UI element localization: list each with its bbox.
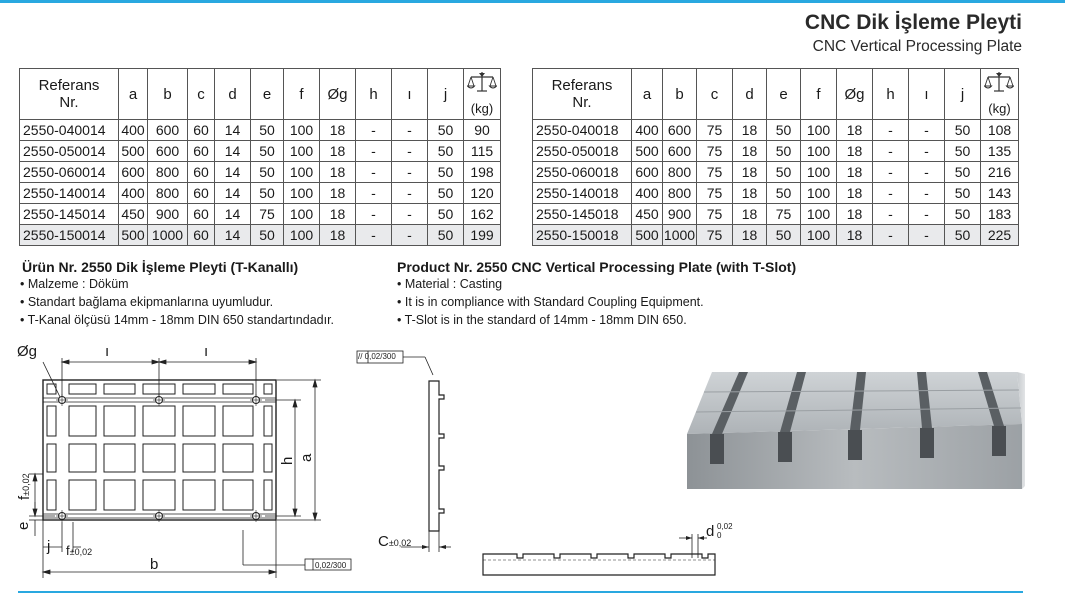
table-cell: 14 xyxy=(215,162,251,183)
label-g: Øg xyxy=(17,343,38,360)
plate-block xyxy=(69,406,96,436)
plate-block xyxy=(223,480,253,510)
table-cell: 50 xyxy=(767,120,801,141)
table-cell: - xyxy=(356,204,392,225)
table-cell: 100 xyxy=(284,183,320,204)
table-cell: 400 xyxy=(632,120,663,141)
table-cell: - xyxy=(356,162,392,183)
plate-block xyxy=(104,384,135,394)
table-cell: 75 xyxy=(697,183,733,204)
table-cell: 50 xyxy=(767,162,801,183)
table-cell: 225 xyxy=(981,225,1019,246)
header-f: f xyxy=(801,69,837,120)
header-j: j xyxy=(428,69,464,120)
table-row xyxy=(20,225,501,246)
table-cell: 18 xyxy=(733,183,767,204)
header-weight: (kg) xyxy=(464,69,501,120)
table-cell: 100 xyxy=(284,120,320,141)
description-heading-en: Product Nr. 2550 CNC Vertical Processing Plate (with T-Slot) xyxy=(397,259,797,275)
table-cell: 75 xyxy=(697,225,733,246)
header-reference: Referans Nr. xyxy=(20,69,119,120)
table-cell: 18 xyxy=(837,225,873,246)
table-cell: 14 xyxy=(215,120,251,141)
table-cell: 18 xyxy=(837,162,873,183)
table-cell: 18 xyxy=(733,120,767,141)
label-f-left: f±0,02 xyxy=(16,473,33,500)
table-cell: 400 xyxy=(119,183,148,204)
page-title: CNC Dik İşleme Pleyti xyxy=(804,11,1022,34)
table-row xyxy=(533,204,1019,225)
table-cell: 14 xyxy=(215,183,251,204)
header-i: ı xyxy=(909,69,945,120)
reference-cell: 2550-060014 xyxy=(20,162,119,183)
flatness-callout-side: // 0,02/300 xyxy=(358,352,396,361)
plate-block xyxy=(183,480,215,510)
table-cell: 18 xyxy=(320,141,356,162)
table-cell: 75 xyxy=(697,120,733,141)
header-j: j xyxy=(945,69,981,120)
header-d: d xyxy=(215,69,251,120)
table-cell: 100 xyxy=(801,204,837,225)
table-cell: - xyxy=(392,225,428,246)
reference-cell: 2550-040014 xyxy=(20,120,119,141)
top-accent-line xyxy=(0,0,1065,3)
table-cell: 50 xyxy=(767,141,801,162)
table-cell: - xyxy=(873,120,909,141)
plate-block xyxy=(223,444,253,472)
label-i-2: ı xyxy=(204,343,209,360)
table-header-row xyxy=(533,69,1019,120)
table-cell: 18 xyxy=(320,120,356,141)
scale-icon xyxy=(984,71,1014,101)
table-cell: 50 xyxy=(428,183,464,204)
table-cell: - xyxy=(909,183,945,204)
table-cell: - xyxy=(392,162,428,183)
table-cell: 183 xyxy=(981,204,1019,225)
plate-block xyxy=(183,384,215,394)
label-e: e xyxy=(15,521,32,530)
label-h: h xyxy=(279,456,296,465)
description-bullet-tr-3: • T-Kanal ölçüsü 14mm - 18mm DIN 650 standartındadır. xyxy=(20,313,335,327)
table-cell: 60 xyxy=(188,162,215,183)
table-cell: 216 xyxy=(981,162,1019,183)
table-cell: 600 xyxy=(663,141,697,162)
header-reference: Referans Nr. xyxy=(533,69,632,120)
header-i: ı xyxy=(392,69,428,120)
table-cell: - xyxy=(392,183,428,204)
flatness-callout-bottom: 0,02/300 xyxy=(315,561,347,570)
table-row xyxy=(20,183,501,204)
table-cell: - xyxy=(909,204,945,225)
section-view-drawing xyxy=(475,520,725,580)
table-cell: 100 xyxy=(284,204,320,225)
table-cell: 60 xyxy=(188,225,215,246)
label-i-1: ı xyxy=(105,343,110,360)
table-row xyxy=(20,204,501,225)
plate-block xyxy=(47,480,56,510)
table-cell: 108 xyxy=(981,120,1019,141)
table-cell: 100 xyxy=(801,120,837,141)
table-cell: 50 xyxy=(945,225,981,246)
table-cell: - xyxy=(356,183,392,204)
table-cell: 60 xyxy=(188,183,215,204)
plate-block xyxy=(104,444,135,472)
table-cell: 100 xyxy=(801,141,837,162)
label-c: C±0,02 xyxy=(378,533,412,550)
table-cell: 600 xyxy=(663,120,697,141)
table-cell: 50 xyxy=(251,183,284,204)
description-bullet-tr-2: • Standart bağlama ekipmanlarına uyumludur. xyxy=(20,295,274,309)
table-cell: 50 xyxy=(428,120,464,141)
spec-table-14mm xyxy=(19,68,501,246)
plate-block xyxy=(264,480,272,510)
reference-cell: 2550-140014 xyxy=(20,183,119,204)
label-b: b xyxy=(150,556,159,573)
table-cell: 115 xyxy=(464,141,501,162)
side-view-drawing xyxy=(355,345,455,560)
table-cell: 14 xyxy=(215,225,251,246)
table-cell: 18 xyxy=(320,162,356,183)
table-cell: - xyxy=(392,204,428,225)
plate-block xyxy=(47,444,56,472)
table-cell: 18 xyxy=(837,183,873,204)
table-cell: 18 xyxy=(733,225,767,246)
header-d: d xyxy=(733,69,767,120)
header-f: f xyxy=(284,69,320,120)
table-cell: 100 xyxy=(801,162,837,183)
header-b: b xyxy=(663,69,697,120)
table-cell: 75 xyxy=(767,204,801,225)
table-cell: 60 xyxy=(188,120,215,141)
table-cell: 450 xyxy=(632,204,663,225)
table-row xyxy=(533,120,1019,141)
plate-block xyxy=(264,444,272,472)
table-cell: 50 xyxy=(251,120,284,141)
table-cell: 800 xyxy=(663,162,697,183)
table-cell: 18 xyxy=(733,204,767,225)
table-cell: 500 xyxy=(632,141,663,162)
table-cell: 50 xyxy=(428,141,464,162)
table-row xyxy=(533,183,1019,204)
table-cell: - xyxy=(392,120,428,141)
product-photo-plate xyxy=(682,364,1027,494)
table-cell: 135 xyxy=(981,141,1019,162)
plate-block xyxy=(264,406,272,436)
header-g: Øg xyxy=(837,69,873,120)
plate-block xyxy=(223,384,253,394)
table-cell: 90 xyxy=(464,120,501,141)
table-cell: 18 xyxy=(320,204,356,225)
table-cell: - xyxy=(909,120,945,141)
table-cell: 100 xyxy=(284,225,320,246)
table-cell: - xyxy=(873,204,909,225)
header-c: c xyxy=(697,69,733,120)
table-cell: 199 xyxy=(464,225,501,246)
table-cell: 500 xyxy=(119,141,148,162)
table-cell: 18 xyxy=(837,120,873,141)
reference-cell: 2550-050018 xyxy=(533,141,632,162)
table-cell: 162 xyxy=(464,204,501,225)
description-bullet-en-3: • T-Slot is in the standard of 14mm - 18mm DIN 650. xyxy=(397,313,687,327)
reference-cell: 2550-050014 xyxy=(20,141,119,162)
reference-cell: 2550-145018 xyxy=(533,204,632,225)
table-cell: 18 xyxy=(837,204,873,225)
table-cell: 75 xyxy=(697,141,733,162)
table-row xyxy=(20,141,501,162)
header-a: a xyxy=(119,69,148,120)
table-cell: 18 xyxy=(837,141,873,162)
table-cell: 500 xyxy=(632,225,663,246)
table-cell: 50 xyxy=(945,141,981,162)
table-cell: 400 xyxy=(632,183,663,204)
table-cell: - xyxy=(392,141,428,162)
header-b: b xyxy=(148,69,188,120)
table-cell: 14 xyxy=(215,141,251,162)
label-j: j xyxy=(47,538,51,555)
table-cell: - xyxy=(356,120,392,141)
plate-block xyxy=(104,480,135,510)
table-cell: 50 xyxy=(945,162,981,183)
page-subtitle: CNC Vertical Processing Plate xyxy=(812,38,1022,55)
table-cell: - xyxy=(909,225,945,246)
description-bullet-tr-1: • Malzeme : Döküm xyxy=(20,277,129,291)
plate-block xyxy=(47,406,56,436)
table-cell: 800 xyxy=(148,162,188,183)
table-cell: 450 xyxy=(119,204,148,225)
table-cell: 50 xyxy=(767,225,801,246)
plate-block xyxy=(143,444,175,472)
table-cell: - xyxy=(909,141,945,162)
table-cell: 600 xyxy=(148,141,188,162)
scale-icon xyxy=(467,71,497,101)
plate-block xyxy=(69,480,96,510)
table-cell: 60 xyxy=(188,141,215,162)
reference-cell: 2550-150018 xyxy=(533,225,632,246)
table-cell: 143 xyxy=(981,183,1019,204)
plate-block xyxy=(183,406,215,436)
table-cell: 500 xyxy=(119,225,148,246)
table-cell: 18 xyxy=(733,162,767,183)
header-a: a xyxy=(632,69,663,120)
table-cell: 800 xyxy=(148,183,188,204)
table-cell: 900 xyxy=(148,204,188,225)
plate-block xyxy=(264,384,272,394)
table-cell: 100 xyxy=(284,162,320,183)
reference-cell: 2550-060018 xyxy=(533,162,632,183)
table-cell: 18 xyxy=(733,141,767,162)
reference-cell: 2550-145014 xyxy=(20,204,119,225)
header-h: h xyxy=(356,69,392,120)
description-bullet-en-2: • It is in compliance with Standard Coupling Equipment. xyxy=(397,295,704,309)
table-cell: - xyxy=(356,141,392,162)
table-cell: 60 xyxy=(188,204,215,225)
table-cell: 600 xyxy=(119,162,148,183)
table-cell: 50 xyxy=(251,141,284,162)
header-e: e xyxy=(251,69,284,120)
label-d: d xyxy=(706,523,715,540)
plate-block xyxy=(104,406,135,436)
header-h: h xyxy=(873,69,909,120)
table-cell: 400 xyxy=(119,120,148,141)
description-bullet-en-1: • Material : Casting xyxy=(397,277,503,291)
header-c: c xyxy=(188,69,215,120)
table-cell: - xyxy=(909,162,945,183)
spec-table-18mm xyxy=(532,68,1019,246)
table-row xyxy=(533,162,1019,183)
table-cell: 50 xyxy=(428,225,464,246)
label-d-tol-upper: 0,02 xyxy=(717,522,733,531)
table-cell: 18 xyxy=(320,183,356,204)
label-d-tol-lower: 0 xyxy=(717,531,722,540)
table-cell: - xyxy=(873,183,909,204)
header-e: e xyxy=(767,69,801,120)
plate-block xyxy=(69,444,96,472)
table-row xyxy=(20,120,501,141)
table-cell: 50 xyxy=(428,162,464,183)
table-cell: 50 xyxy=(945,183,981,204)
plate-block xyxy=(143,480,175,510)
table-row xyxy=(533,225,1019,246)
table-cell: 50 xyxy=(428,204,464,225)
table-cell: 1000 xyxy=(663,225,697,246)
table-cell: - xyxy=(873,225,909,246)
table-cell: 75 xyxy=(697,162,733,183)
table-cell: 600 xyxy=(148,120,188,141)
table-cell: 900 xyxy=(663,204,697,225)
table-cell: 600 xyxy=(632,162,663,183)
header-weight: (kg) xyxy=(981,69,1019,120)
table-cell: 14 xyxy=(215,204,251,225)
label-f-bottom: f±0,02 xyxy=(66,543,93,558)
table-cell: 75 xyxy=(697,204,733,225)
table-cell: 50 xyxy=(767,183,801,204)
table-cell: 50 xyxy=(251,225,284,246)
table-cell: 50 xyxy=(251,162,284,183)
table-cell: 100 xyxy=(801,183,837,204)
table-cell: 50 xyxy=(945,120,981,141)
table-cell: 800 xyxy=(663,183,697,204)
label-a: a xyxy=(298,453,315,462)
table-header-row xyxy=(20,69,501,120)
table-row xyxy=(533,141,1019,162)
plate-block xyxy=(223,406,253,436)
table-cell: - xyxy=(356,225,392,246)
description-heading-tr: Ürün Nr. 2550 Dik İşleme Pleyti (T-Kanallı) xyxy=(22,259,299,275)
table-cell: 100 xyxy=(801,225,837,246)
plate-block xyxy=(69,384,96,394)
table-cell: 120 xyxy=(464,183,501,204)
table-row xyxy=(20,162,501,183)
table-cell: 198 xyxy=(464,162,501,183)
table-cell: 100 xyxy=(284,141,320,162)
reference-cell: 2550-150014 xyxy=(20,225,119,246)
reference-cell: 2550-140018 xyxy=(533,183,632,204)
header-g: Øg xyxy=(320,69,356,120)
table-cell: - xyxy=(873,162,909,183)
table-cell: - xyxy=(873,141,909,162)
table-cell: 1000 xyxy=(148,225,188,246)
table-cell: 75 xyxy=(251,204,284,225)
bottom-accent-line xyxy=(18,591,1023,593)
plate-block xyxy=(183,444,215,472)
plate-block xyxy=(143,406,175,436)
table-cell: 18 xyxy=(320,225,356,246)
table-cell: 50 xyxy=(945,204,981,225)
reference-cell: 2550-040018 xyxy=(533,120,632,141)
